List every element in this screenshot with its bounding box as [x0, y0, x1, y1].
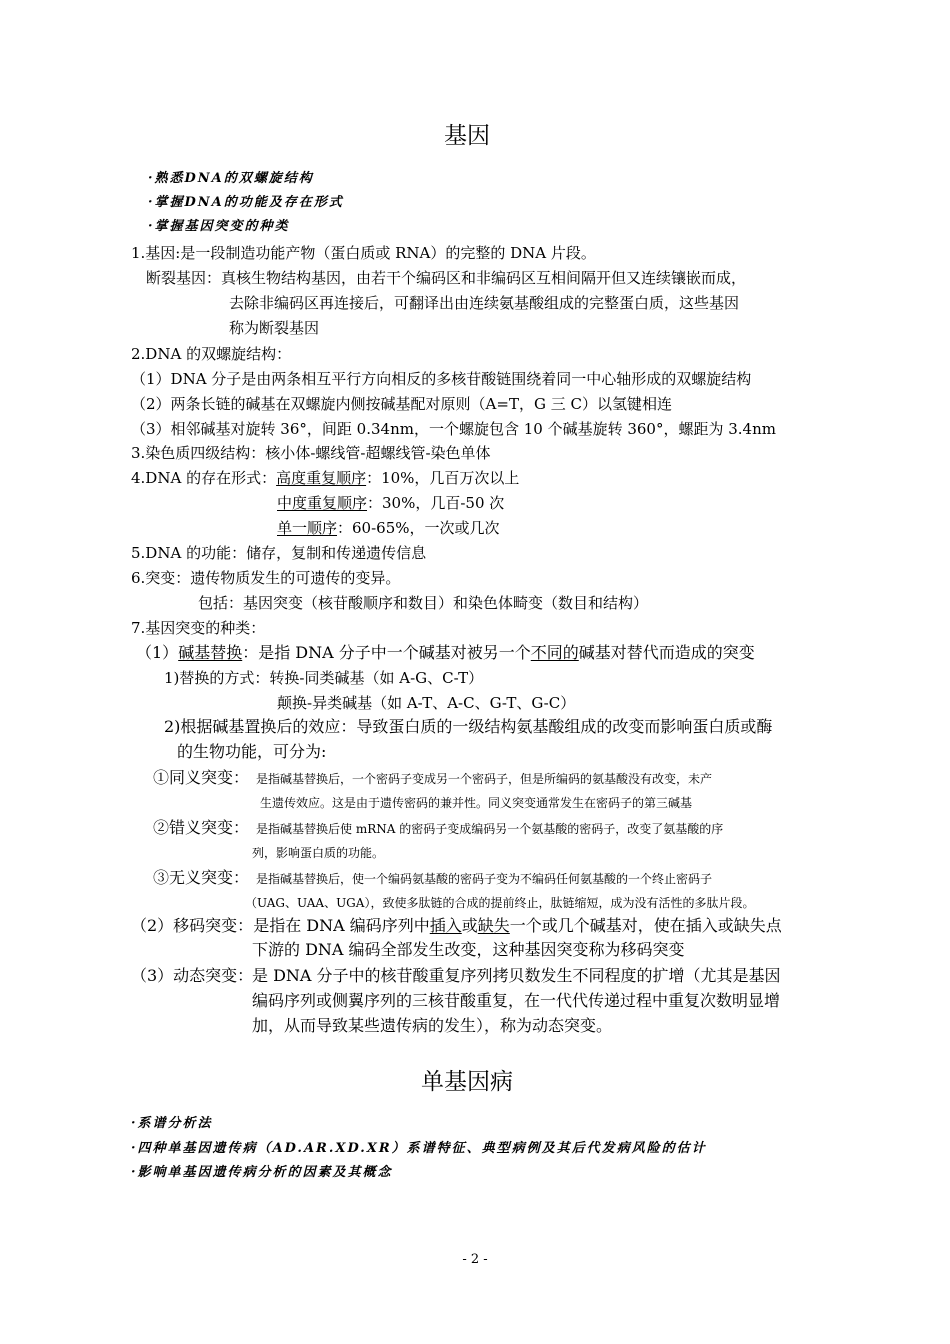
double-helix-point: （2）两条长链的碱基在双螺旋内侧按碱基配对原则（A=T，G 三 C）以氢键相连 [131, 395, 672, 413]
double-helix-point: （3）相邻碱基对旋转 36°，间距 0.34nm，一个螺旋包含 10 个碱基旋转 360°，螺距为 3.4nm [131, 420, 776, 438]
synonymous-desc: 生遗传效应。这是由于遗传密码的兼并性。同义突变通常发生在密码子的第三碱基 [260, 796, 693, 810]
insertion-emph: 插入 [429, 916, 462, 935]
nonsense-desc: （UAG、UAA、UGA），致使多肽链的合成的提前终止，肽链缩短，成为没有活性的多肽片段。 [245, 896, 755, 910]
objective-item: ·掌握基因突变的种类 [148, 219, 290, 234]
nonsense-desc: 是指碱基替换后，使一个编码氨基酸的密码子变为不编码任何氨基酸的一个终止密码子 [256, 872, 713, 886]
dynamic-desc: 是 DNA 分子中的核苷酸重复序列拷贝数发生不同程度的扩增（尤其是基因 [252, 966, 781, 985]
frameshift-line2: 下游的 DNA 编码全部发生改变，这种基因突变称为移码突变 [252, 940, 685, 959]
dna-function: 5.DNA 的功能：储存，复制和传递遗传信息 [131, 544, 427, 562]
double-helix-point: （1）DNA 分子是由两条相互平行方向相反的多核苷酸链围绕着同一中心轴形成的双螺旋结构 [131, 370, 752, 388]
synonymous-label: ①同义突变： [153, 768, 250, 787]
objective-item: ·掌握DNA的功能及存在形式 [148, 195, 344, 210]
sub-mid: ：是指 DNA 分子中一个碱基对被另一个 [242, 643, 531, 662]
existence-form-name: 中度重复顺序 [277, 494, 368, 512]
existence-heading [131, 468, 519, 488]
deletion-emph: 缺失 [477, 916, 510, 935]
frameshift-post: 一个或几个碱基对，使在插入或缺失点 [509, 916, 782, 935]
objective-item: ·四种单基因遗传病（AD.AR.XD.XR）系谱特征、典型病例及其后代发病风险的估计 [131, 1141, 707, 1156]
section-title-gene: 基因 [444, 123, 490, 149]
section-title-monogenic: 单基因病 [421, 1069, 513, 1095]
nonsense-label: ③无义突变： [153, 868, 250, 887]
existence-form-desc: ：30%，几百-50 次 [367, 494, 505, 512]
missense-desc: 列，影响蛋白质的功能。 [252, 846, 385, 860]
existence-prefix: 4.DNA 的存在形式： [131, 469, 277, 487]
objective-item: ·系谱分析法 [131, 1116, 213, 1131]
page-number: - 2 - [462, 1252, 488, 1267]
existence-form-desc: ：10%，几百万次以上 [366, 469, 520, 487]
missense-label: ②错义突变： [153, 818, 250, 837]
existence-form-desc: ：60-65%，一次或几次 [337, 519, 500, 537]
double-helix-heading: 2.DNA 的双螺旋结构： [131, 345, 292, 363]
base-substitution-term: 碱基替换 [178, 643, 243, 662]
mutation-include: 包括：基因突变（核苷酸顺序和数目）和染色体畸变（数目和结构） [198, 594, 649, 612]
sub-prefix: （1） [136, 643, 179, 662]
dynamic-label: （3）动态突变： [131, 966, 254, 985]
gene-definition: 1.基因:是一段制造功能产物（蛋白质或 RNA）的完整的 DNA 片段。 [131, 244, 596, 262]
frameshift-pre: 是指在 DNA 编码序列中 [253, 916, 430, 935]
split-gene-line: 断裂基因：真核生物结构基因，由若干个编码区和非编码区互相间隔开但又连续镶嵌而成， [146, 269, 747, 287]
different-emph: 不同的 [530, 643, 579, 662]
effect-line: 2)根据碱基置换后的效应：导致蛋白质的一级结构氨基酸组成的改变而影响蛋白质或酶 [164, 717, 773, 736]
chromatin-structure: 3.染色质四级结构：核小体-螺线管-超螺线管-染色单体 [131, 444, 491, 462]
objective-item: ·影响单基因遗传病分析的因素及其概念 [131, 1165, 393, 1180]
existence-form [277, 493, 504, 513]
split-gene-line: 去除非编码区再连接后，可翻译出由连续氨基酸组成的完整蛋白质，这些基因 [229, 294, 740, 312]
synonymous-desc: 是指碱基替换后，一个密码子变成另一个密码子，但是所编码的氨基酸没有改变，未产 [256, 772, 713, 786]
frameshift-or: 或 [461, 916, 478, 935]
mutation-definition: 6.突变：遗传物质发生的可遗传的变异。 [131, 569, 401, 587]
objective-item: ·熟悉DNA的双螺旋结构 [148, 171, 314, 186]
missense-desc: 是指碱基替换后使 mRNA 的密码子变成编码另一个氨基酸的密码子，改变了氨基酸的序 [256, 822, 724, 836]
dynamic-desc: 加，从而导致某些遗传病的发生），称为动态突变。 [252, 1016, 613, 1035]
base-substitution [136, 643, 755, 663]
dynamic-desc: 编码序列或侧翼序列的三核苷酸重复，在一代代传递过程中重复次数明显增 [252, 991, 781, 1010]
frameshift-label: （2）移码突变： [131, 916, 254, 935]
split-gene-line: 称为断裂基因 [229, 319, 320, 337]
replace-way: 1)替换的方式：转换-同类碱基（如 A-G、C-T） [164, 669, 484, 687]
mutation-types-heading: 7.基因突变的种类： [131, 619, 266, 637]
effect-line: 的生物功能，可分为: [177, 742, 327, 761]
existence-form-name: 单一顺序 [277, 519, 338, 537]
existence-form-name: 高度重复顺序 [276, 469, 367, 487]
existence-form [277, 518, 500, 538]
transversion: 颠换-异类碱基（如 A-T、A-C、G-T、G-C） [277, 694, 576, 712]
frameshift-line [131, 916, 782, 936]
sub-tail: 碱基对替代而造成的突变 [578, 643, 755, 662]
